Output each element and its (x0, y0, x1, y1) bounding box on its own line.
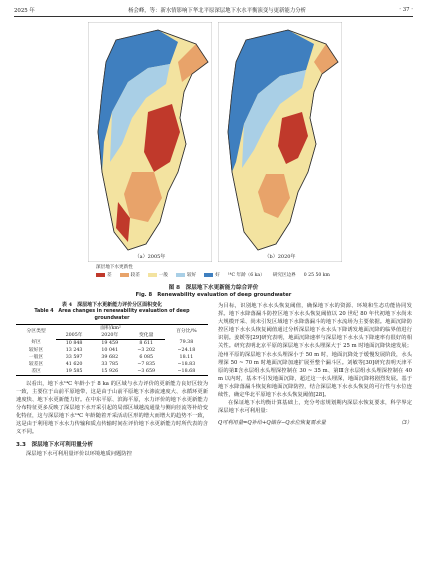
th-zone: 分区类型 (16, 325, 56, 340)
table-caption-cn: 表 4 深层地下水更新能力评价分区面积变化 (61, 302, 163, 308)
figure-caption-en: Fig. 8 Renewability evaluation of deep groundwater (135, 292, 292, 298)
equation-formula: Q可利用量=Q补给+Q储存−Q水位恢复需水量 (218, 420, 326, 427)
legend-boundary: 研究区边界 (272, 273, 296, 278)
section-heading: 3.3 深层地下水可利用量分析 (16, 441, 94, 448)
table-cell: 39 682 (101, 354, 119, 360)
table-cell: 33 597 (65, 354, 83, 360)
header-year: 2025 年 (14, 8, 35, 14)
table-caption-en-1: Table 4 Area changes in renewability evaluation of deep (34, 309, 190, 314)
body-paragraph-left: 以看出，地下水¹⁴C 年龄小于 8 ka 的区域与水力评价的更新能力良好区较为一致，主要位于山前平原地带，这是由于山前平原地下水渗流速度大、水循环更新速度快、地下水更新能力好。在中东平原、滨海平原，水力评价的地下水更新能力分布特征更多反映了深层地下水开采引起的局部区域越流通量与侧向径流等补给变化特征，这与深层地下水¹⁴C 年龄随着开采活动区形的增大而增大的趋势不一致，这是由于利用地下水水力传输和质点传输时间在评价地下水更新能力时所代表的含义不同。 (16, 380, 208, 436)
body-paragraph-right-2: 在保证地下水均衡计算基础上，充分考虑规划期内深层水恢复要求，科学界定深层地下水可利用量： (218, 400, 412, 415)
legend-label-fairly-poor: 较差 (130, 273, 140, 278)
legend-label-moderate: 一般 (158, 273, 169, 278)
legend-c14: ¹⁴C 年龄（6 ka） (227, 273, 265, 278)
legend-swatch-poor (96, 273, 105, 277)
table-cell: −18.68 (165, 368, 208, 375)
th-area: 面积/km² (56, 325, 165, 332)
table-row (16, 339, 208, 346)
area-change-table (16, 324, 208, 376)
equation-number: （3） (398, 420, 412, 427)
legend-item-poor (96, 272, 112, 278)
table-cell: −7 835 (137, 361, 156, 367)
legend-swatch-moderate (148, 273, 157, 277)
table-row (16, 361, 208, 368)
legend-swatch-good (204, 273, 213, 277)
table-row (16, 354, 208, 361)
table-cell: 19 459 (101, 340, 119, 346)
figure-caption-cn: 图 8 深层地下水更新能力综合评价 (168, 285, 259, 291)
legend-swatch-fairly-poor (120, 273, 129, 277)
table-cell: 41 620 (65, 361, 83, 367)
map-2020-graphic (218, 22, 342, 262)
equation (218, 419, 412, 426)
legend-item-fairly-good (176, 272, 196, 278)
table-cell: 差区 (16, 368, 56, 375)
table-cell: 79.38 (179, 340, 194, 346)
scale-bar: 0 25 50 km (303, 272, 330, 278)
table-cell: 较差区 (28, 361, 44, 367)
legend-label-poor: 差 (107, 273, 112, 278)
map-2020-label: （b）2020年 (264, 254, 296, 260)
table-cell: 6 085 (139, 354, 154, 360)
th-2020: 2020年 (92, 332, 128, 339)
table-cell: 一般区 (28, 354, 44, 360)
th-2005: 2005年 (56, 332, 92, 339)
legend-label-fairly-good: 较好 (187, 273, 197, 278)
header-page: · 37 · (399, 7, 413, 13)
table-cell: −3 659 (128, 368, 165, 375)
legend-title: 深层地下水更新性 (96, 265, 133, 270)
table-cell: 19 585 (56, 368, 92, 375)
table-cell: 13 243 (65, 347, 83, 353)
table-row (16, 368, 208, 375)
right-column (218, 302, 412, 426)
body-paragraph-right-1: 为目标，识别地下水水头恢复阈值，确保地下水的资源、环境和生态功能协同发挥。地下水降落漏斗防控区地下水水头恢复阈值以 20 世纪 80 年代初地下水尚未大规模开采、尚未引发区域地下水降落漏斗的地下水流场为主要依据。地面沉降防控区地下水水头恢复阈值通过分析深层地下水水头下降诱发地面沉降的临界值进行识别。姜媛等[29]研究表明，地面沉降速率与深层地下水水头下降速率有很好的相关性。研究表明北京平原的深层地下水水头埋深大于 25 m 时地面沉降快速发展；沧州平原的深层地下水水头埋深小于 50 m 时，地面沉降处于缓慢发展阶段，水头埋深 50 ~ 70 m 时地面沉降加速扩展至整个漏斗区。刘敏等[30]研究表明天津平原的第Ⅱ含水层组水头埋深控制在 30 ~ 35 m、第Ⅲ含水层组水头埋深控制在 40 m 以内时，基本不引发地面沉降，超过这一水头埋深，地面沉降将剧烈发展。基于地下水降落漏斗恢复和地面沉降防控，结合深层地下水水头恢复的可行性与水位连续性，确定华北平原地下水水头恢复阈值[28]。 (218, 303, 412, 399)
map-2005-label: （a）2005年 (134, 254, 166, 260)
map-legend (96, 264, 336, 278)
table-cell: 15 926 (92, 368, 128, 375)
figure-maps (88, 22, 342, 262)
map-2005-graphic (88, 22, 212, 262)
th-percent: 百分比/% (165, 325, 208, 340)
table-cell: −24.18 (177, 347, 196, 353)
left-column (16, 302, 208, 458)
table-cell: 8 611 (139, 340, 154, 346)
table-cell: 好区 (31, 340, 41, 346)
legend-item-fairly-poor (120, 272, 140, 278)
table-cell: 较好区 (28, 347, 44, 353)
body-paragraph-left-2: 深层地下水可利用量评价以环境地质问题防控 (26, 450, 132, 457)
table-row (16, 347, 208, 354)
table-caption-en-2: groundwater (94, 315, 130, 321)
table-cell: 10 041 (101, 347, 119, 353)
map-2020 (218, 22, 342, 262)
legend-row (96, 272, 336, 278)
legend-item-moderate (148, 272, 168, 278)
map-2005 (88, 22, 212, 262)
table-cell: 10 848 (65, 340, 83, 346)
th-change: 变化量 (128, 332, 165, 339)
legend-item-good (204, 272, 220, 278)
table-cell: −18.83 (177, 361, 196, 367)
legend-swatch-fairly-good (176, 273, 185, 277)
table-cell: 33 785 (101, 361, 119, 367)
legend-label-good: 好 (215, 273, 220, 278)
table-cell: 18.11 (179, 354, 194, 360)
table-cell: −3 202 (137, 347, 156, 353)
running-header (14, 4, 413, 17)
header-title: 杨会峰，等：新水情影响下华北平原深层地下水水平衡演变与更新能力分析 (128, 8, 306, 14)
